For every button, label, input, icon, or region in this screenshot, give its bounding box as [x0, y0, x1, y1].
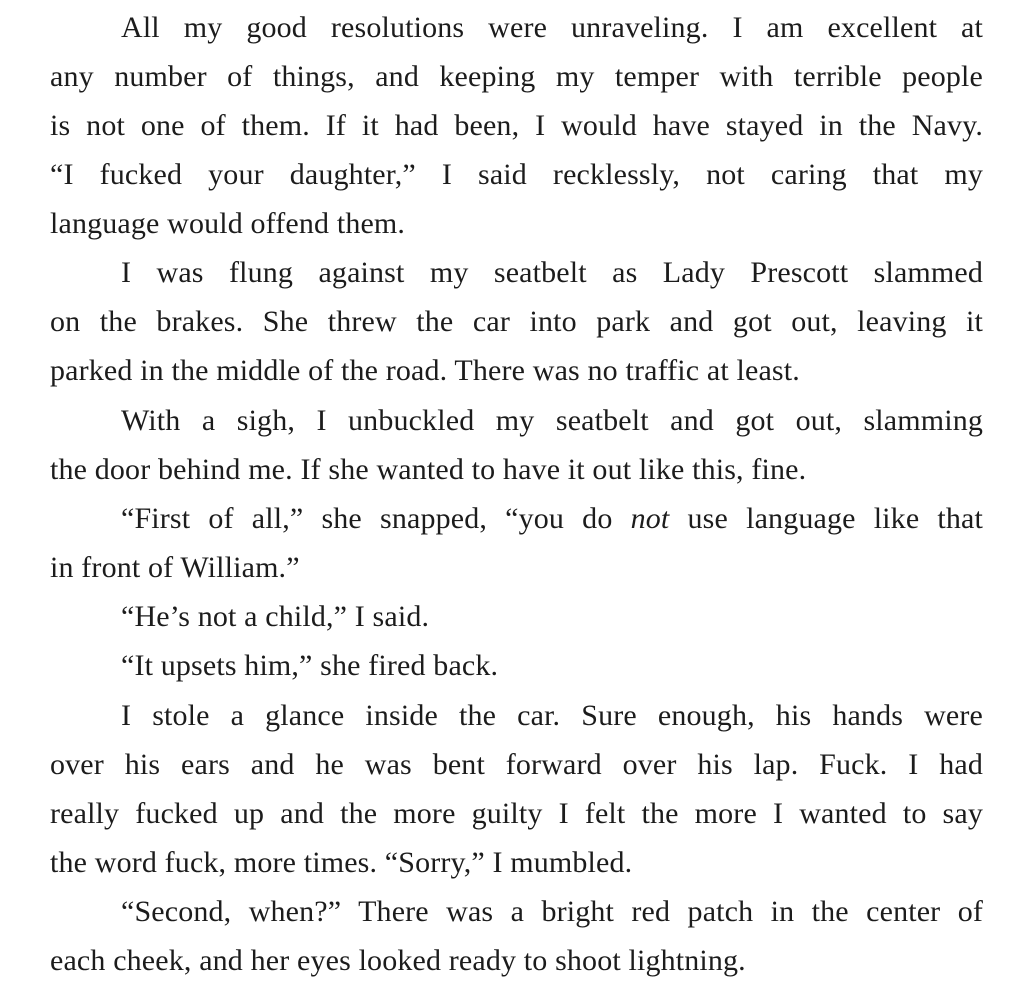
text-line: language would offend them. [50, 207, 406, 240]
text-line: “I fucked your daughter,” I said recklessly, not caring that my [50, 158, 983, 191]
text-line: the door behind me. If she wanted to have it out like this, fine. [50, 453, 807, 486]
text-line: each cheek, and her eyes looked ready to shoot lightning. [50, 944, 746, 977]
text-line: parked in the middle of the road. There was no traffic at least. [50, 354, 800, 387]
text-segment: use language like that [669, 502, 983, 535]
text-line: I was flung against my seatbelt as Lady Prescott slammed [121, 256, 983, 289]
text-line: “Second, when?” There was a bright red patch in the center of [121, 895, 983, 928]
text-segment: “First of all,” she snapped, “you do [121, 502, 631, 535]
text-line: I stole a glance inside the car. Sure enough, his hands were [121, 699, 983, 732]
text-line: the word fuck, more times. “Sorry,” I mumbled. [50, 846, 633, 879]
text-line: on the brakes. She threw the car into park and got out, leaving it [50, 305, 983, 338]
text-line: “He’s not a child,” I said. [121, 600, 430, 633]
text-line: All my good resolutions were unraveling. I am excellent at [121, 11, 983, 44]
italic-emphasis: not [630, 502, 670, 535]
text-line: over his ears and he was bent forward over his lap. Fuck. I had [50, 748, 983, 781]
text-line: With a sigh, I unbuckled my seatbelt and got out, slamming [121, 404, 983, 437]
text-line [121, 494, 983, 543]
text-line: “It upsets him,” she fired back. [121, 649, 499, 682]
text-line: in front of William.” [50, 551, 300, 584]
text-line: really fucked up and the more guilty I felt the more I wanted to say [50, 797, 983, 830]
text-line: any number of things, and keeping my temper with terrible people [50, 60, 983, 93]
text-line: is not one of them. If it had been, I would have stayed in the Navy. [50, 109, 983, 142]
